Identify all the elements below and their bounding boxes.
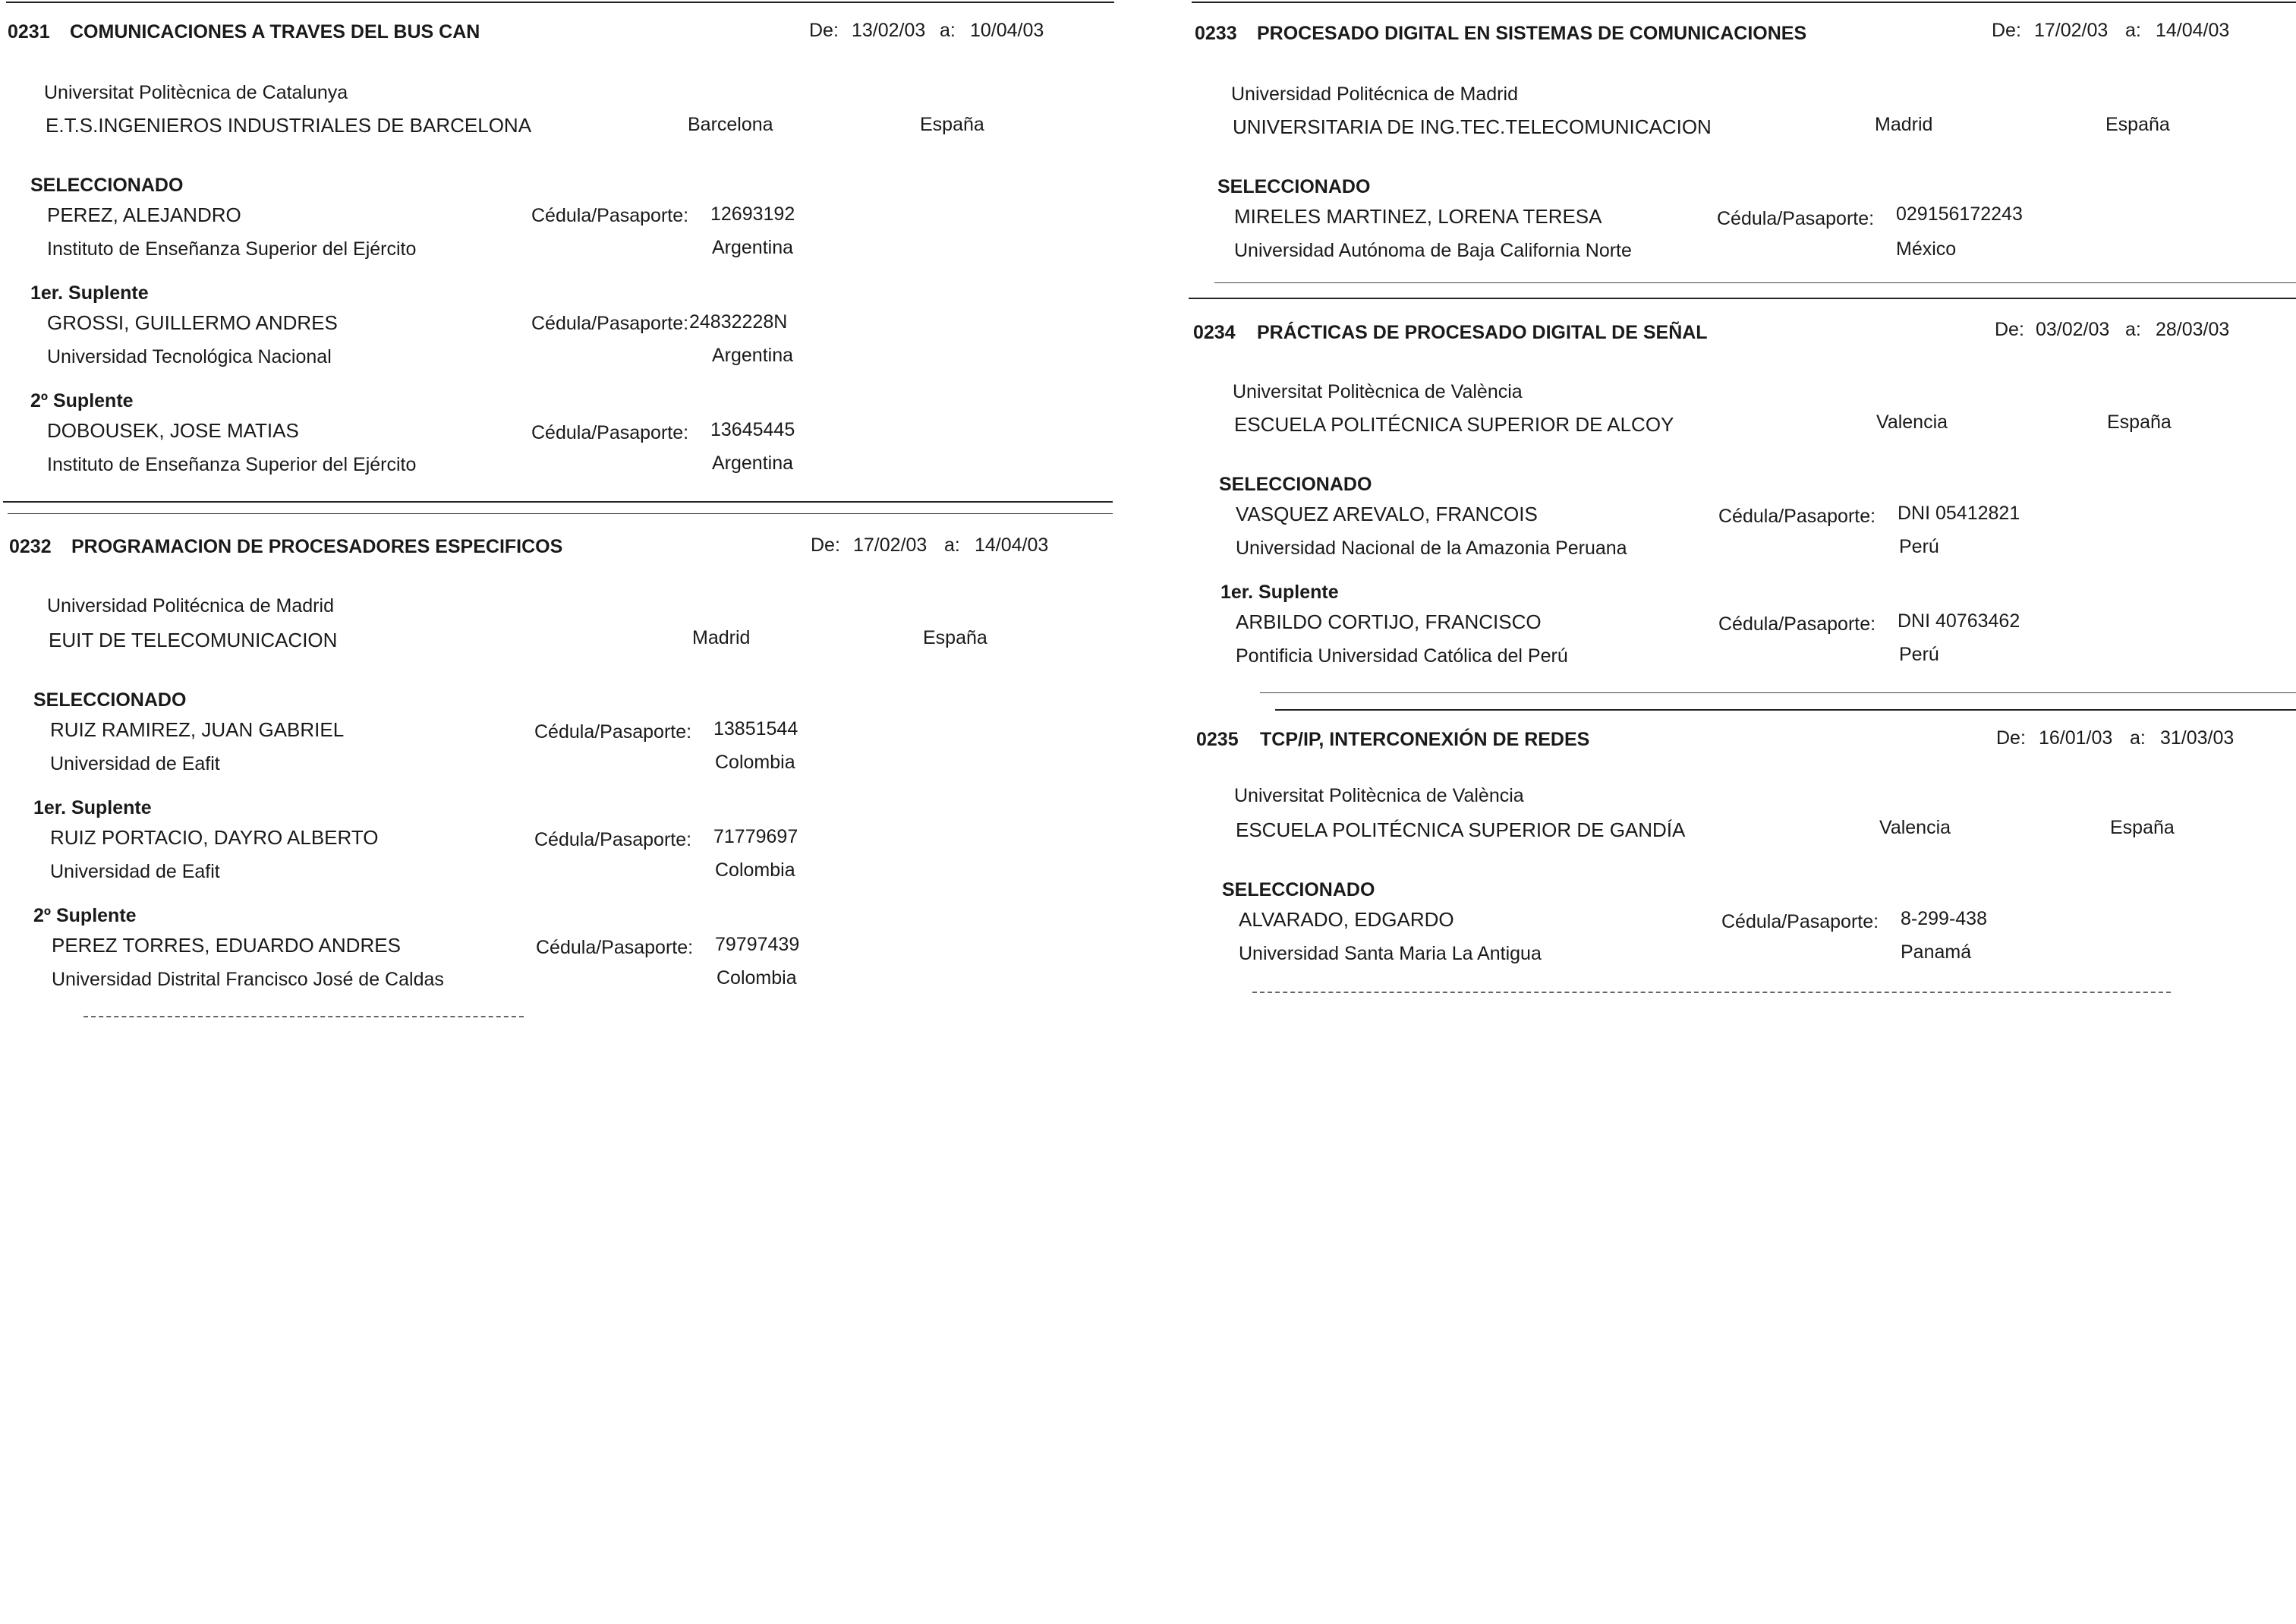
- person-country: Argentina: [712, 345, 794, 366]
- id-value: 12693192: [710, 203, 795, 225]
- person-university: Universidad Autónoma de Baja California Norte: [1234, 240, 1632, 261]
- person-university: Universidad Distrital Francisco José de Caldas: [52, 969, 444, 990]
- role-label: SELECCIONADO: [1219, 474, 1372, 495]
- role-label: 1er. Suplente: [1220, 582, 1339, 603]
- person-name: DOBOUSEK, JOSE MATIAS: [47, 419, 299, 442]
- institution: Universitat Politècnica de Catalunya: [44, 82, 348, 103]
- center: EUIT DE TELECOMUNICACION: [49, 629, 338, 651]
- institution: Universitat Politècnica de València: [1234, 785, 1524, 806]
- id-label: Cédula/Pasaporte:: [531, 205, 689, 226]
- person-university: Universidad Santa Maria La Antigua: [1239, 943, 1542, 964]
- date-to: 28/03/03: [2156, 319, 2230, 340]
- institution: Universidad Politécnica de Madrid: [1231, 84, 1518, 105]
- person-country: Colombia: [717, 967, 797, 989]
- date-from-label: De:: [811, 535, 840, 556]
- person-name: MIRELES MARTINEZ, LORENA TERESA: [1234, 205, 1602, 228]
- center: E.T.S.INGENIEROS INDUSTRIALES DE BARCELONA: [46, 114, 532, 137]
- course-code: 0234: [1193, 322, 1236, 343]
- date-to: 14/04/03: [975, 535, 1049, 556]
- person-name: PEREZ TORRES, EDUARDO ANDRES: [52, 934, 401, 957]
- id-label: Cédula/Pasaporte:: [531, 422, 689, 443]
- course-code: 0235: [1196, 729, 1239, 750]
- id-label: Cédula/Pasaporte:: [1718, 613, 1876, 635]
- person-name: RUIZ RAMIREZ, JUAN GABRIEL: [50, 718, 345, 741]
- date-from-label: De:: [1996, 727, 2026, 749]
- id-label: Cédula/Pasaporte:: [1721, 911, 1879, 932]
- person-country: Argentina: [712, 453, 794, 474]
- date-from-label: De:: [809, 20, 839, 41]
- role-label: SELECCIONADO: [30, 175, 184, 196]
- top-rule: [6, 2, 1114, 3]
- person-university: Universidad de Eafit: [50, 753, 220, 774]
- section-divider: [83, 1016, 524, 1017]
- date-from: 16/01/03: [2039, 727, 2113, 749]
- person-university: Universidad Nacional de la Amazonia Peruana: [1236, 538, 1627, 559]
- id-label: Cédula/Pasaporte:: [1717, 208, 1875, 229]
- person-country: México: [1896, 238, 1957, 260]
- city: Madrid: [1875, 114, 1933, 135]
- id-value: 029156172243: [1896, 203, 2023, 225]
- date-from: 13/02/03: [852, 20, 926, 41]
- id-label: Cédula/Pasaporte:: [1718, 506, 1876, 527]
- date-from: 03/02/03: [2036, 319, 2110, 340]
- country: España: [2105, 114, 2170, 135]
- role-label: 2º Suplente: [30, 390, 134, 412]
- city: Valencia: [1876, 412, 1948, 433]
- person-university: Pontificia Universidad Católica del Perú: [1236, 645, 1568, 667]
- id-label: Cédula/Pasaporte:: [531, 313, 689, 334]
- country: España: [2110, 817, 2175, 838]
- person-university: Instituto de Enseñanza Superior del Ejército: [47, 238, 417, 260]
- section-divider: [8, 513, 1113, 514]
- person-country: Argentina: [712, 237, 794, 258]
- id-label: Cédula/Pasaporte:: [536, 937, 694, 958]
- id-value: 24832228N: [689, 311, 788, 333]
- course-title: PROCESADO DIGITAL EN SISTEMAS DE COMUNICACIONES: [1257, 23, 1807, 44]
- country: España: [2107, 412, 2172, 433]
- center: ESCUELA POLITÉCNICA SUPERIOR DE ALCOY: [1234, 413, 1674, 436]
- person-name: VASQUEZ AREVALO, FRANCOIS: [1236, 503, 1538, 525]
- date-to: 14/04/03: [2156, 20, 2230, 41]
- person-country: Perú: [1899, 644, 1939, 665]
- person-country: Perú: [1899, 536, 1939, 557]
- person-name: ARBILDO CORTIJO, FRANCISCO: [1236, 610, 1542, 633]
- id-value: 71779697: [713, 826, 798, 847]
- date-to-label: a:: [940, 20, 956, 41]
- date-to-label: a:: [2130, 727, 2146, 749]
- id-value: 13645445: [710, 419, 795, 440]
- person-country: Colombia: [715, 859, 795, 881]
- course-code: 0231: [8, 21, 50, 43]
- top-rule: [1192, 2, 2296, 3]
- person-name: PEREZ, ALEJANDRO: [47, 203, 241, 226]
- role-label: 1er. Suplente: [30, 282, 149, 304]
- center: UNIVERSITARIA DE ING.TEC.TELECOMUNICACION: [1233, 115, 1712, 138]
- center: ESCUELA POLITÉCNICA SUPERIOR DE GANDÍA: [1236, 818, 1686, 841]
- date-from: 17/02/03: [2034, 20, 2109, 41]
- person-university: Instituto de Enseñanza Superior del Ejército: [47, 454, 417, 475]
- country: España: [923, 627, 987, 648]
- date-to-label: a:: [2125, 20, 2141, 41]
- course-code: 0233: [1195, 23, 1237, 44]
- person-university: Universidad Tecnológica Nacional: [47, 346, 332, 367]
- institution: Universitat Politècnica de València: [1233, 381, 1523, 402]
- city: Barcelona: [688, 114, 773, 135]
- id-value: DNI 40763462: [1898, 610, 2020, 632]
- person-country: Panamá: [1901, 941, 1972, 963]
- section-divider: [1189, 298, 2296, 299]
- id-value: 8-299-438: [1901, 908, 1987, 929]
- person-name: ALVARADO, EDGARDO: [1239, 908, 1454, 931]
- institution: Universidad Politécnica de Madrid: [47, 595, 334, 616]
- role-label: SELECCIONADO: [1217, 176, 1371, 197]
- section-divider: [1260, 692, 2296, 693]
- course-title: PRÁCTICAS DE PROCESADO DIGITAL DE SEÑAL: [1257, 322, 1708, 343]
- person-name: RUIZ PORTACIO, DAYRO ALBERTO: [50, 826, 379, 849]
- date-from-label: De:: [1995, 319, 2024, 340]
- course-title: TCP/IP, INTERCONEXIÓN DE REDES: [1260, 729, 1590, 750]
- role-label: SELECCIONADO: [1222, 879, 1375, 900]
- date-to-label: a:: [2125, 319, 2141, 340]
- role-label: SELECCIONADO: [33, 689, 187, 711]
- course-code: 0232: [9, 536, 52, 557]
- date-to: 31/03/03: [2160, 727, 2235, 749]
- course-title: COMUNICACIONES A TRAVES DEL BUS CAN: [70, 21, 480, 43]
- date-to-label: a:: [944, 535, 960, 556]
- date-to: 10/04/03: [970, 20, 1044, 41]
- section-divider: [1275, 709, 2296, 711]
- role-label: 1er. Suplente: [33, 797, 152, 818]
- person-country: Colombia: [715, 752, 795, 773]
- id-value: 13851544: [713, 718, 798, 739]
- date-from: 17/02/03: [853, 535, 928, 556]
- id-label: Cédula/Pasaporte:: [534, 721, 692, 743]
- section-divider: [1252, 992, 2171, 993]
- id-value: 79797439: [715, 934, 800, 955]
- section-divider: [1214, 282, 2296, 283]
- id-label: Cédula/Pasaporte:: [534, 829, 692, 850]
- id-value: DNI 05412821: [1898, 503, 2020, 524]
- section-divider: [3, 501, 1113, 503]
- person-university: Universidad de Eafit: [50, 861, 220, 882]
- city: Madrid: [692, 627, 751, 648]
- date-from-label: De:: [1992, 20, 2021, 41]
- role-label: 2º Suplente: [33, 905, 137, 926]
- person-name: GROSSI, GUILLERMO ANDRES: [47, 311, 338, 334]
- country: España: [920, 114, 984, 135]
- city: Valencia: [1879, 817, 1951, 838]
- course-title: PROGRAMACION DE PROCESADORES ESPECIFICOS: [71, 536, 563, 557]
